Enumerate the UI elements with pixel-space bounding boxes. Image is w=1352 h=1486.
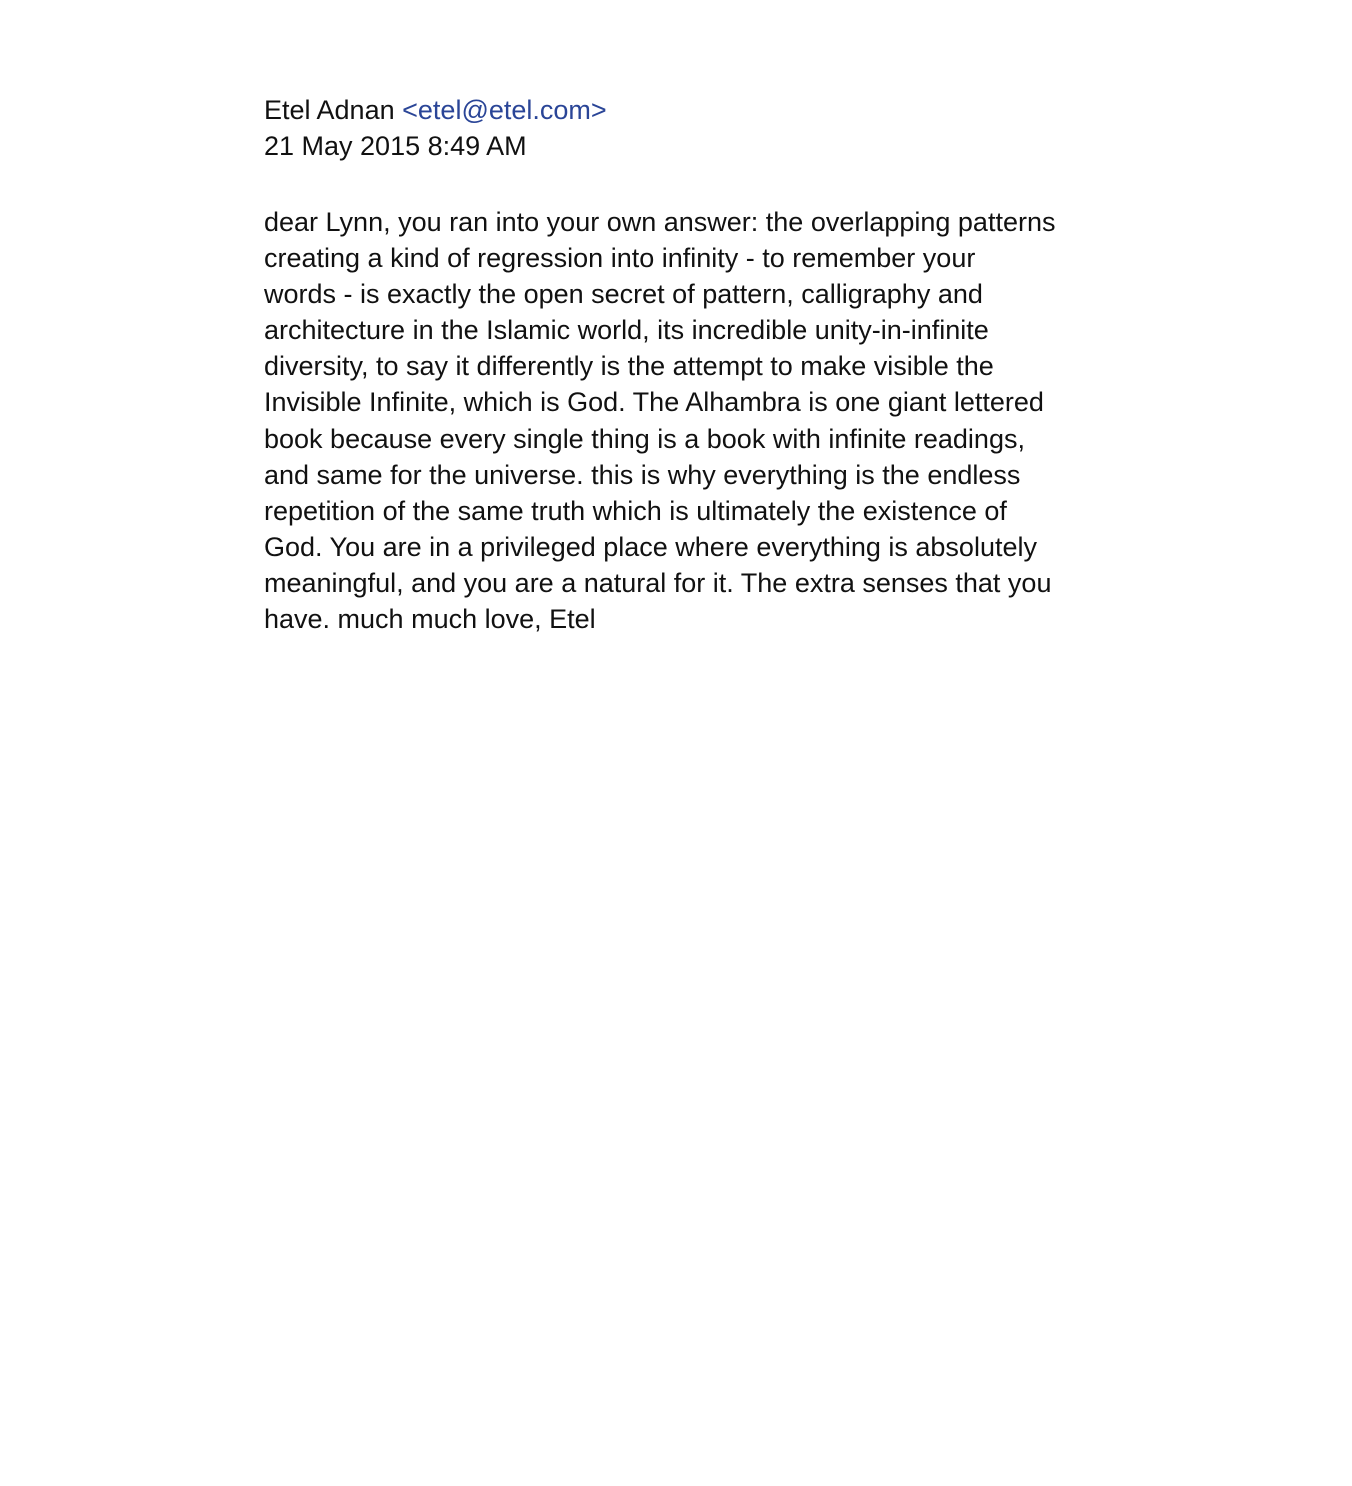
sender-name: Etel Adnan bbox=[264, 95, 395, 125]
body-line: God. You are in a privileged place where everything is absolutely bbox=[264, 531, 1037, 562]
body-line: and same for the universe. this is why everything is the endless bbox=[264, 459, 1021, 490]
body-line: have. much much love, Etel bbox=[264, 604, 596, 635]
sender-line bbox=[264, 92, 1094, 128]
body-line: dear Lynn, you ran into your own answer: the overlapping patterns bbox=[264, 207, 1056, 237]
body-line: book because every single thing is a book with infinite readings, bbox=[264, 423, 1025, 454]
message-body bbox=[264, 204, 1094, 637]
sender-email-link[interactable]: <etel@etel.com> bbox=[402, 95, 607, 125]
body-line: repetition of the same truth which is ultimately the existence of bbox=[264, 495, 1007, 526]
body-line: Invisible Infinite, which is God. The Alhambra is one giant lettered bbox=[264, 387, 1044, 418]
body-line: meaningful, and you are a natural for it. The extra senses that you bbox=[264, 567, 1052, 598]
body-line: architecture in the Islamic world, its incredible unity-in-infinite bbox=[264, 315, 989, 346]
body-line: creating a kind of regression into infinity - to remember your bbox=[264, 243, 976, 274]
body-line: diversity, to say it differently is the attempt to make visible the bbox=[264, 351, 994, 382]
message-date: 21 May 2015 8:49 AM bbox=[264, 131, 527, 161]
body-line: words - is exactly the open secret of pattern, calligraphy and bbox=[264, 279, 983, 310]
email-message bbox=[264, 92, 1094, 637]
